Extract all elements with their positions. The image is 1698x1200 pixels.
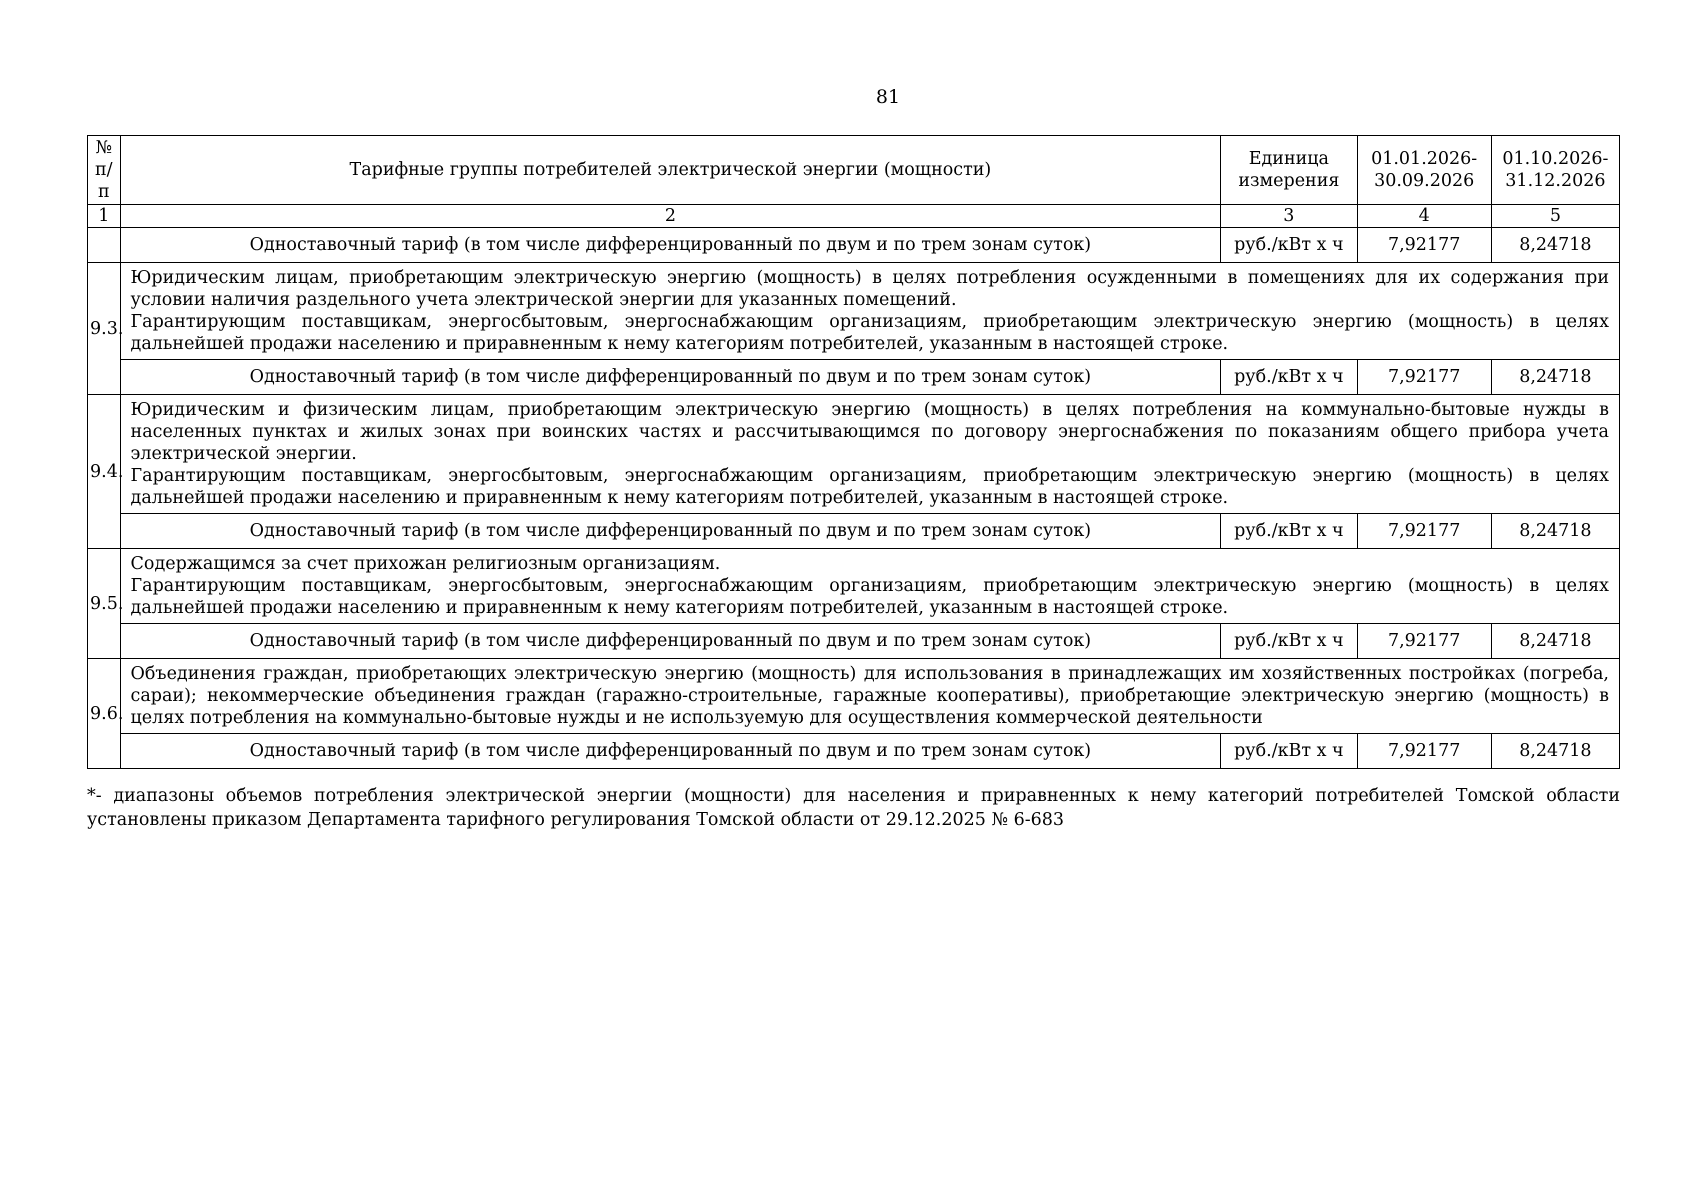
group-description-paragraph: Гарантирующим поставщикам, энергосбытовым, энергоснабжающим организациям, приобретающим электрическую энергию (мощность) в целях дальнейшей продажи населению и приравненным к нему категориям потребителей, указанным в настоящей строке. [130,576,1609,618]
group-description-row [88,549,1620,624]
group-description-row [88,659,1620,734]
group-description-paragraph: Объединения граждан, приобретающих электрическую энергию (мощность) для использования в принадлежащих им хозяйственных постройках (погреба, сараи); некоммерческие объединения граждан (гаражно-строительные, гаражные кооперативы), приобретающие электрическую энергию (мощность) в целях потребления на коммунально-бытовые нужды и не используемую для осуществления коммерческой деятельности [130,664,1609,728]
tariff-value-period-2: 8,24718 [1491,624,1619,659]
tariff-value-period-1: 7,92177 [1357,360,1491,395]
column-number: 2 [120,205,1221,228]
tariff-unit: руб./кВт х ч [1221,734,1357,769]
header-row [88,136,1620,205]
empty-cell [88,228,121,263]
column-number-row [88,205,1620,228]
group-description [120,395,1619,514]
tariff-value-period-2: 8,24718 [1491,228,1619,263]
group-description [120,263,1619,360]
tariff-row [88,624,1620,659]
group-description-paragraph: Гарантирующим поставщикам, энергосбытовым, энергоснабжающим организациям, приобретающим электрическую энергию (мощность) в целях дальнейшей продажи населению и приравненным к нему категориям потребителей, указанным в настоящей строке. [130,312,1609,354]
group-description [120,549,1619,624]
tariff-value-period-1: 7,92177 [1357,624,1491,659]
header-tariff-groups: Тарифные группы потребителей электрической энергии (мощности) [120,136,1221,205]
tariff-label: Одноставочный тариф (в том числе дифференцированный по двум и по трем зонам суток) [120,734,1221,769]
tariff-row [88,514,1620,549]
footnote: *- диапазоны объемов потребления электрической энергии (мощности) для населения и приравненных к нему категорий потребителей Томской области установлены приказом Департамента тарифного регулирования Томской области от 29.12.2025 № 6-683 [87,786,1620,830]
tariff-label: Одноставочный тариф (в том числе дифференцированный по двум и по трем зонам суток) [120,624,1221,659]
group-description-paragraph: Юридическим лицам, приобретающим электрическую энергию (мощность) в целях потребления осужденными в помещениях для их содержания при условии наличия раздельного учета электрической энергии для указанных помещений. [130,268,1609,310]
group-description-row [88,395,1620,514]
tariff-value-period-1: 7,92177 [1357,734,1491,769]
row-number: 9.6. [88,659,121,769]
tariff-label: Одноставочный тариф (в том числе дифференцированный по двум и по трем зонам суток) [120,228,1221,263]
row-number: 9.3. [88,263,121,395]
header-period-2: 01.10.2026-31.12.2026 [1491,136,1619,205]
column-number: 4 [1357,205,1491,228]
header-unit: Единица измерения [1221,136,1357,205]
tariff-unit: руб./кВт х ч [1221,360,1357,395]
tariff-unit: руб./кВт х ч [1221,624,1357,659]
tariff-unit: руб./кВт х ч [1221,228,1357,263]
tariff-value-period-2: 8,24718 [1491,514,1619,549]
row-number: 9.4. [88,395,121,549]
tariff-value-period-2: 8,24718 [1491,734,1619,769]
tariff-value-period-1: 7,92177 [1357,228,1491,263]
group-description-row [88,263,1620,360]
header-period-1: 01.01.2026-30.09.2026 [1357,136,1491,205]
tariff-value-period-2: 8,24718 [1491,360,1619,395]
row-number: 9.5. [88,549,121,659]
tariff-unit: руб./кВт х ч [1221,514,1357,549]
tariff-value-period-1: 7,92177 [1357,514,1491,549]
tariff-row [88,734,1620,769]
column-number: 3 [1221,205,1357,228]
tariff-row [88,228,1620,263]
tariff-row [88,360,1620,395]
column-number: 5 [1491,205,1619,228]
header-number: № п/п [88,136,121,205]
column-number: 1 [88,205,121,228]
page-number: 81 [875,86,901,108]
group-description-paragraph: Юридическим и физическим лицам, приобретающим электрическую энергию (мощность) в целях потребления на коммунально-бытовые нужды в населенных пунктах и жилых зонах при воинских частях и рассчитывающимся по договору энергоснабжения по показаниям общего прибора учета электрической энергии. [130,400,1609,464]
group-description-paragraph: Содержащимся за счет прихожан религиозным организациям. [130,554,721,574]
group-description [120,659,1619,734]
group-description-paragraph: Гарантирующим поставщикам, энергосбытовым, энергоснабжающим организациям, приобретающим электрическую энергию (мощность) в целях дальнейшей продажи населению и приравненным к нему категориям потребителей, указанным в настоящей строке. [130,466,1609,508]
tariff-label: Одноставочный тариф (в том числе дифференцированный по двум и по трем зонам суток) [120,514,1221,549]
tariff-label: Одноставочный тариф (в том числе дифференцированный по двум и по трем зонам суток) [120,360,1221,395]
tariff-table [87,135,1620,769]
